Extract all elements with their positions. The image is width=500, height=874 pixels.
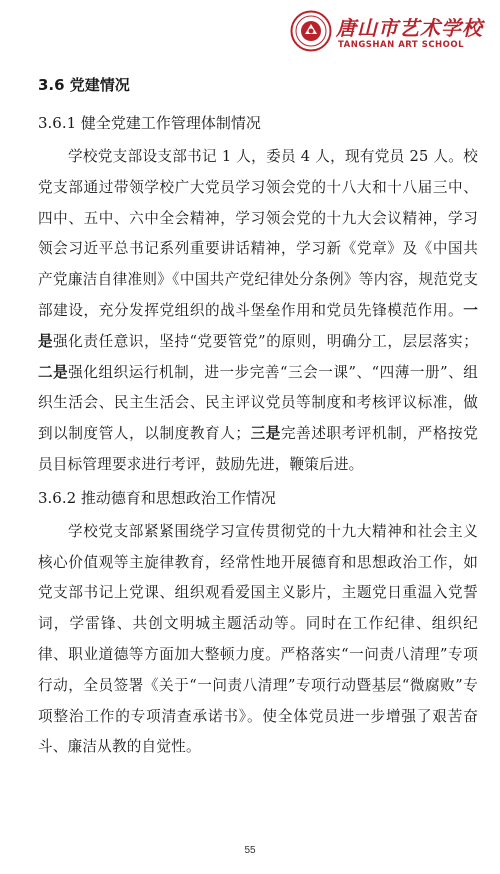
paragraph-text: 学校党支部设支部书记 1 人，委员 4 人，现有党员 25 人。校党支部通过带领学校广大党员学习领会党的十八大和十八届三中、四中、五中、六中全会精神，学习领会党的十九大会议精神，学习领会习近平总书记系列重要讲话精神，学习新《党章》及《中国共产党廉洁自律准则》《中国共产党纪律处分条例》等内容，规范党支部建设，充分发挥党组织的战斗堡垒作用和党员先锋模范作用。 [38,148,478,319]
paragraph-text: 强化责任意识，坚持“党要管党”的原则，明确分工，层层落实； [53,332,478,350]
paragraph-text: 强化组织运行机制，进一步完善“三会一课”、“四薄一册”、组织生活会、民主生活会、民主评议党员等制度和考核评议标准，做到以制度管人，以制度教育人； [38,363,478,443]
emphasis-third: 三是 [250,425,281,443]
emphasis-first: 一是 [38,301,478,350]
subsection-heading-3-6-1: 3.6.1 健全党建工作管理体制情况 [38,114,261,132]
school-name-logo-text: 唐山市艺术学校 [336,16,483,40]
paragraph-text: 完善述职考评机制，严格按党员目标管理要求进行考评，鼓励先进，鞭策后进。 [38,425,478,473]
paragraph-moral-education: 学校党支部紧紧围绕学习宣传贯彻党的十九大精神和社会主义核心价值观等主旋律教育，经常性地开展德育和思想政治工作，如党支部书记上党课、组织观看爱国主义影片，主题党日重温入党誓词，学雷锋、共创文明城主题活动等。同时在工作纪律、组织纪律、职业道德等方面加大整顿力度。严格落实“一问责八清理”专项行动，全员签署《关于“一问责八清理”专项行动暨基层“微腐败”专项整治工作的专项清查承诺书》。使全体党员进一步增强了艰苦奋斗、廉洁从教的自觉性。 [38,522,478,756]
school-name-english: TANGSHAN ART SCHOOL [338,40,465,50]
document-body [38,74,478,767]
subsection-heading-3-6-2: 3.6.2 推动德育和思想政治工作情况 [38,488,276,507]
paragraph-party-system [38,142,478,481]
section-heading: 3.6 党建情况 [38,76,130,94]
emphasis-second: 二是 [38,363,69,381]
school-logo [290,8,483,54]
page-number: 55 [244,845,256,856]
school-seal-icon [290,10,332,52]
